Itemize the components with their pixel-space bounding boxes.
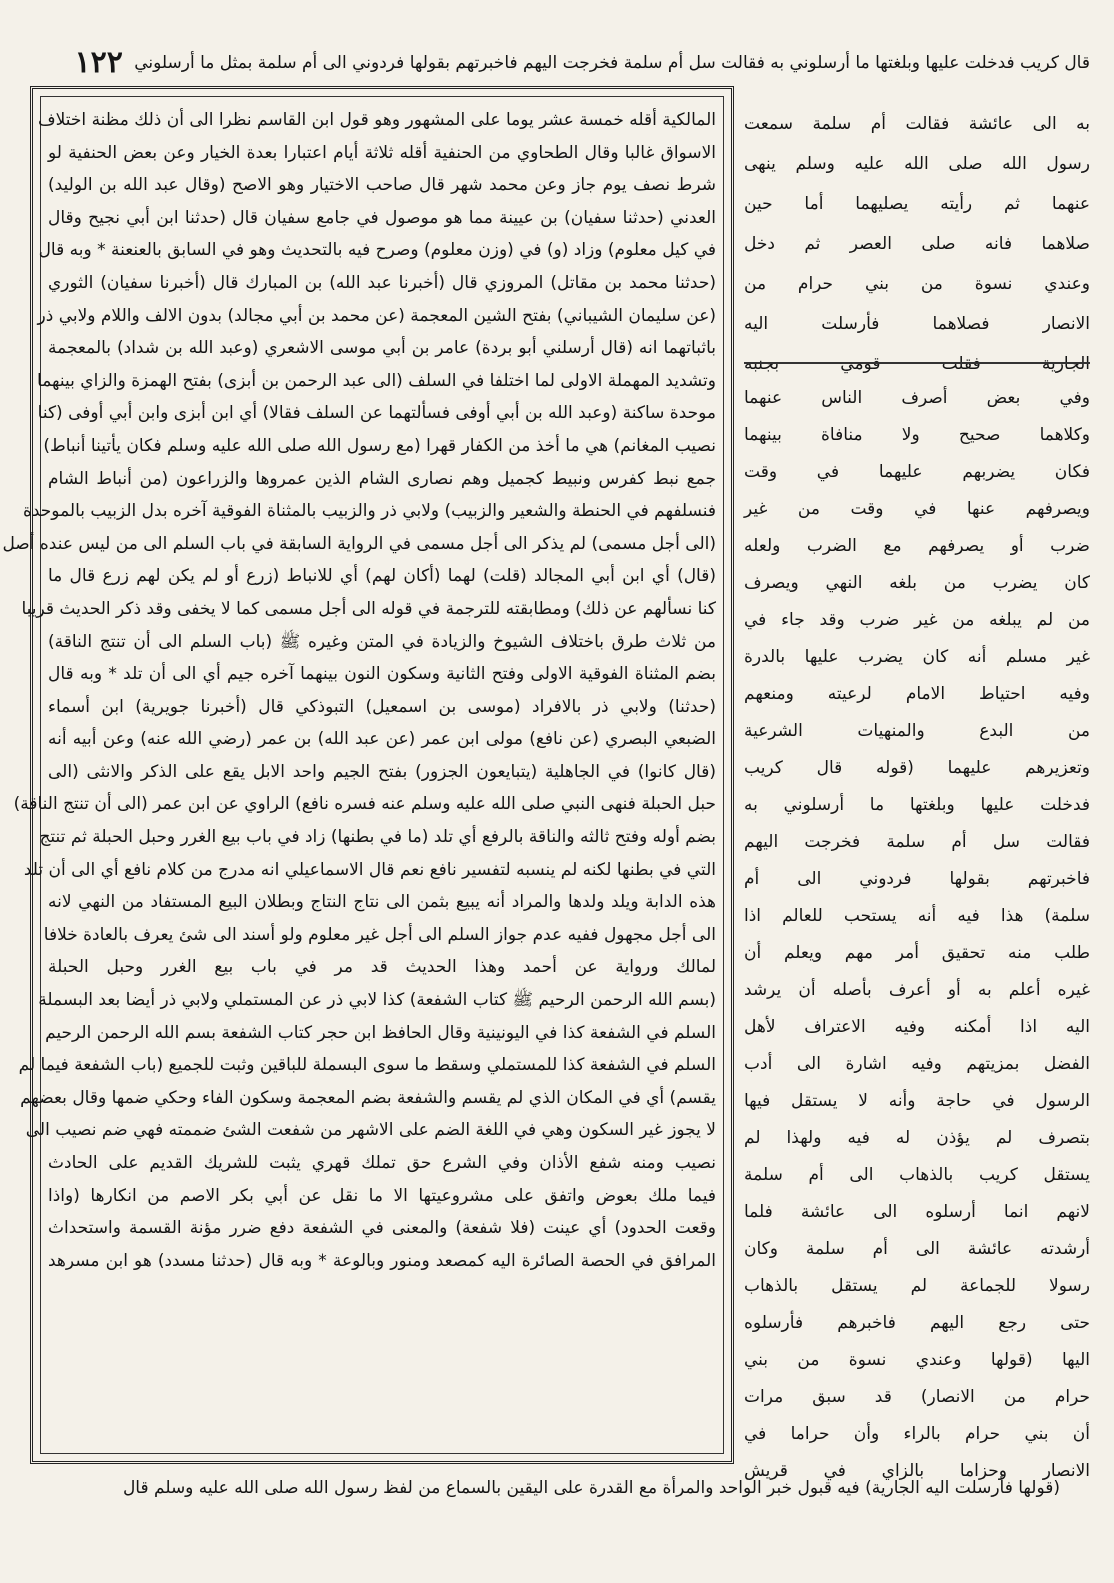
margin-commentary-line: اليه اذا أمكنه وفيه الاعتراف لأهل [744, 1017, 1090, 1037]
main-text-line: المرافق في الحصة الصائرة اليه كمصعد ومنور وبالوعة * وبه قال (حدثنا مسدد) هو ابن مسرهد [48, 1250, 716, 1271]
main-text-line: باثباتهما انه (قال أرسلني أبو بردة) عامر بن أبي موسى الاشعري (وعبد الله بن شداد) بالمعجمة [48, 338, 716, 359]
margin-hadith-line: به الى عائشة فقالت أم سلمة سمعت [744, 114, 1090, 134]
main-text-line: جمع نبط كفرس ونبيط كجميل وهم نصارى الشام الذين عمروها والزراعون (من أنباط الشام [48, 468, 716, 489]
main-commentary-text [2, 104, 716, 1456]
margin-hadith-line: وعندي نسوة من بني حرام من [744, 274, 1090, 294]
running-head-before: قال كريب فدخلت عليها وبلغتها ما أرسلوني به فقالت سل أم سلمة فخرجت اليهم فاخبرتهم بقولها فردوني الى أم سلمة بمثل ما أرسلوني [134, 53, 1090, 73]
footer-catchline: (قولها فأرسلت اليه الجارية) فيه قبول خبر الواحد والمرأة مع القدرة على اليقين بالسماع من لفظ رسول الله صلى الله عليه وسلم قال [122, 1478, 1060, 1498]
margin-commentary-line: وفي بعض أصرف الناس عنهما [744, 388, 1090, 408]
main-text-line: العدني (حدثنا سفيان) بن عيينة مما هو موصول في جامع سفيان قال (حدثنا ابن أبي نجيح وقال [48, 207, 716, 228]
margin-commentary-line: ويصرفهم عنها في وقت من غير [744, 499, 1090, 519]
main-text-line: (عن سليمان الشيباني) بفتح الشين المعجمة (عن محمد بن أبي مجالد) بدون الالف واللام ولابي ذر [37, 305, 716, 326]
main-text-line: الى أجل مجهول ففيه عدم جواز السلم الى أجل غير معلوم ولو أسند الى شئ يعرف بالعادة خلافا [43, 924, 716, 945]
margin-commentary-line: اليها (قولها وعندي نسوة من بني [744, 1350, 1090, 1370]
margin-commentary-line: فكان يضربهم عليهما في وقت [744, 462, 1090, 482]
main-text-line: كنا نسألهم عن ذلك) ومطابقته للترجمة في قوله الى أجل مسمى كما لا يخفى وقد ذكر الحديث قريبا [21, 598, 716, 619]
main-text-line: بضم المثناة الفوقية الاولى وفتح الثانية وسكون النون بينهما آخره جيم أي الى أن تلد * وبه قال [48, 664, 716, 685]
margin-hadith-line: رسول الله صلى الله عليه وسلم ينهى [744, 154, 1090, 174]
main-text-line: (بسم الله الرحمن الرحيم ﷺ كتاب الشفعة) كذا لابي ذر عن المستملي ولابي ذر أيضا بعد البسملة [38, 990, 716, 1011]
main-text-line: هذه الدابة ويلد ولدها والمراد أنه يبيع بثمن الى نتاج النتاج وبطلان البيع المستفاد من النهي لانه [48, 892, 716, 913]
margin-commentary-line: أرشدته عائشة الى أم سلمة وكان [744, 1239, 1090, 1259]
margin-commentary-line: أن بني حرام بالراء وأن حراما في [744, 1424, 1090, 1444]
main-text-line: فيما ملك بعوض واتفق على مشروعيتها الا ما نقل عن أبي بكر الاصم من انكارها (واذا [48, 1185, 716, 1206]
margin-commentary-line: يستقل كريب بالذهاب الى أم سلمة [744, 1165, 1090, 1185]
main-text-line: في كيل معلوم) وزاد (و) في (وزن معلوم) وصرح فيه بالتحديث وهو في السابق بالعنعنة * وبه قال [38, 240, 716, 261]
main-text-line: نصيب المغانم) هي ما أخذ من الكفار قهرا (مع رسول الله صلى الله عليه وسلم فكان يأتينا أنباط) [43, 435, 716, 456]
page-number: ١٢٢ [74, 45, 123, 80]
main-text-line: السلم في الشفعة كذا في اليونينية وقال الحافظ ابن حجر كتاب الشفعة بسم الله الرحمن الرحيم [45, 1022, 716, 1043]
margin-hadith-line: صلاهما فانه صلى العصر ثم دخل [744, 234, 1090, 254]
margin-commentary-line: حتى رجع اليهم فاخبرهم فأرسلوه [744, 1313, 1090, 1333]
main-text-line: الضبعي البصري (عن نافع) مولى ابن عمر (عن عبد الله) بن عمر (رضي الله عنه) وعن أبيه أنه [48, 729, 716, 750]
main-text-line: لا يجوز غير السكون وهي في اللغة الضم على الاشهر من شفعت الشئ ضممته فهي ضم نصيب الى [25, 1120, 716, 1141]
running-head [30, 45, 1090, 80]
main-text-line: حبل الحبلة فنهى النبي صلى الله عليه وسلم عنه فسره نافع) الراوي عن ابن عمر (الى أن تنتج الناقة) [13, 794, 716, 815]
margin-commentary-line: فاخبرتهم بقولها فردوني الى أم [744, 869, 1090, 889]
main-text-line: (حدثنا محمد بن مقاتل) المروزي قال (أخبرنا عبد الله) بن المبارك قال (أخبرنا سفيان) الثوري [48, 272, 716, 293]
margin-commentary-line: الانصار وحزاما بالزاي في قريش [744, 1461, 1090, 1481]
margin-hadith-line: الجارية فقلت قومي بجنبه [744, 354, 1090, 374]
margin-commentary-line: وكلاهما صحيح ولا منافاة بينهما [744, 425, 1090, 445]
main-text-line: فنسلفهم في الحنطة والشعير والزبيب) ولابي ذر والزبيب بالمثناة الفوقية آخره بدل الزبيب بالموحدة [22, 501, 716, 522]
margin-divider-rule [744, 362, 1090, 364]
main-text-line: يقسم) أي في المكان الذي لم يقسم والشفعة بضم المعجمة وسكون الفاء وحكي ضمها وقال بعضهم [20, 1087, 716, 1108]
main-text-line: (حدثنا) ولابي ذر بالافراد (موسى بن اسمعيل) التبوذكي قال (أخبرنا جويرية) ابن أسماء [48, 696, 716, 717]
margin-commentary-line: لانهم انما أرسلوه الى عائشة فلما [744, 1202, 1090, 1222]
main-text-line: من ثلاث طرق باختلاف الشيوخ والزيادة في المتن وغيره ﷺ (باب السلم الى أن تنتج الناقة) [48, 631, 716, 652]
margin-commentary-line: ضرب أو يصرفهم مع الضرب ولعله [744, 536, 1090, 556]
margin-commentary-line: غير مسلم أنه كان يضرب عليها بالدرة [744, 647, 1090, 667]
margin-commentary-line: بتصرف لم يؤذن له فيه ولهذا لم [744, 1128, 1090, 1148]
margin-commentary-line: فدخلت عليها وبلغتها ما أرسلوني به [744, 795, 1090, 815]
margin-commentary-line: من لم يبلغه من غير ضرب وقد جاء في [744, 610, 1090, 630]
main-text-line: التي في بطنها لكنه لم ينسبه لتفسير نافع نعم قال الاسماعيلي انه مدرج من كلام نافع أي الى أن تلد [23, 859, 716, 880]
margin-commentary-line: رسولا للجماعة لم يستقل بالذهاب [744, 1276, 1090, 1296]
main-text-line: وقعت الحدود) أي عينت (فلا شفعة) والمعنى في الشفعة دفع ضرر مؤنة القسمة واستحداث [48, 1218, 716, 1239]
main-text-line: نصيب ومنه شفع الأذان وفي الشرع حق تملك قهري يثبت للشريك القديم على الحادث [48, 1153, 716, 1173]
margin-commentary-line: فقالت سل أم سلمة فخرجت اليهم [744, 832, 1090, 852]
margin-commentary-line: حرام من الانصار) قد سبق مرات [744, 1387, 1090, 1407]
main-text-line: الاسواق غالبا وقال الطحاوي من الحنفية أقله ثلاثة أيام اعتبارا بعدة الخيار وعن بعض الحنفية لو [48, 142, 716, 163]
margin-hadith-line: عنهما ثم رأيته يصليهما أما حين [744, 194, 1090, 214]
margin-commentary-line: وتعزيرهم عليهما (قوله قال كريب [744, 758, 1090, 778]
margin-hadith-line: الانصار فصلاهما فأرسلت اليه [744, 314, 1090, 334]
main-text-line: موحدة ساكنة (وعبد الله بن أبي أوفى فسألتهما عن السلف فقالا) أي ابن أبزى وابن أبي أوفى (كنا [37, 403, 716, 424]
margin-commentary-line: كان يضرب من بلغه النهي ويصرف [744, 573, 1090, 593]
main-text-line: شرط نصف يوم جاز وعن محمد شهر قال صاحب الاختيار وهو الاصح (وقال عبد الله بن الوليد) [48, 175, 716, 196]
margin-commentary-line: وفيه احتياط الامام لرعيته ومنعهم [744, 684, 1090, 704]
main-text-line: بضم أوله وفتح ثالثه والناقة بالرفع أي تلد (ما في بطنها) زاد في باب بيع الغرر وحبل الحبلة ثم تنتج [39, 827, 716, 848]
margin-commentary-line: غيره أعلم به أو أعرف بأصله أن يرشد [744, 980, 1090, 1000]
main-text-line: (قال) أي ابن أبي المجالد (قلت) لهما (أكان لهم) أي للانباط (زرع أو لم يكن لهم زرع قال ما [48, 566, 716, 587]
margin-commentary-line: الرسول في حاجة وأنه لا يستقل فيها [744, 1091, 1090, 1111]
main-text-line: (قال كانوا) في الجاهلية (يتبايعون الجزور) بفتح الجيم واحد الابل يقع على الذكر والانثى (الى [48, 761, 716, 782]
margin-hadith-text [744, 104, 1090, 374]
main-text-line: المالكية أقله خمسة عشر يوما على المشهور وهو قول ابن القاسم نظرا الى أن ذلك مظنة اختلاف [38, 110, 716, 130]
margin-commentary-line: الفضل بمزيتهم وفيه اشارة الى أدب [744, 1054, 1090, 1074]
margin-commentary-line: طلب منه تحقيق أمر مهم ويعلم أن [744, 943, 1090, 963]
main-text-line: السلم في الشفعة كذا للمستملي وسقط ما سوى البسملة للباقين وثبت للجميع (باب الشفعة فيما لم [18, 1055, 716, 1076]
main-text-line: لمالك ورواية عن أحمد وهذا الحديث قد مر في باب بيع الغرر وحبل الحبلة [48, 957, 716, 978]
margin-commentary-line: من البدع والمنهيات الشرعية [744, 721, 1090, 741]
margin-commentary-text [744, 380, 1090, 1481]
main-text-line: وتشديد المهملة الاولى لما اختلفا في السلف (الى عبد الرحمن بن أبزى) بفتح الهمزة والزاي بينهما [37, 370, 716, 391]
main-text-line: (الى أجل مسمى) لم يذكر الى أجل مسمى في الرواية السابقة في باب السلم الى من ليس عنده أصل [2, 533, 716, 554]
margin-commentary-line: سلمة) هذا فيه أنه يستحب للعالم اذا [744, 906, 1090, 926]
